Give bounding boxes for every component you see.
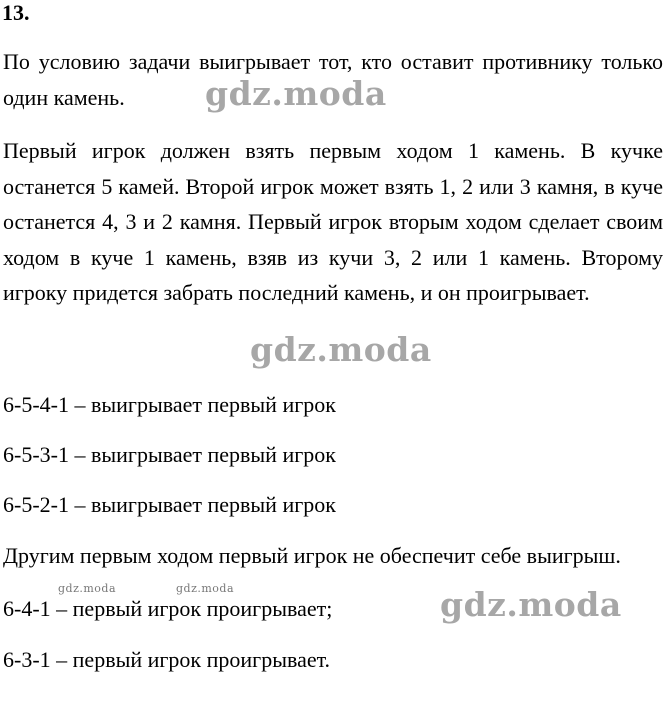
watermark-small: gdz.moda xyxy=(176,582,235,595)
line-variant-2: 6-5-3-1 – выигрывает первый игрок xyxy=(3,442,336,467)
paragraph-condition: По условию задачи выигрывает тот, кто оставит противнику только один камень. xyxy=(3,49,663,110)
line-loss-2: 6-3-1 – первый игрок проигрывает. xyxy=(3,647,331,672)
line-loss-1: 6-4-1 – первый игрок проигрывает; xyxy=(3,596,333,621)
line-variant-3: 6-5-2-1 – выигрывает первый игрок xyxy=(3,492,336,517)
paragraph-solution: Первый игрок должен взять первым ходом 1 камень. В кучке останется 5 камей. Второй игрок может взять 1, 2 или 3 камня, в куче останется 4, 3 и 2 камня. Первый игрок вторым ходом сделает своим ходом в куче 1 камень, взяв из кучи 3, 2 или 1 камень. Второму игроку придется забрать последний камень, и он проигрывает. xyxy=(3,138,663,305)
problem-number: 13. xyxy=(2,0,30,25)
watermark-small: gdz.moda xyxy=(58,582,117,595)
watermark-logo: gdz.moda xyxy=(205,74,387,113)
line-other-move: Другим первым ходом первый игрок не обеспечит себе выигрыш. xyxy=(3,543,621,568)
watermark-logo: gdz.moda xyxy=(440,585,622,624)
watermark-logo: gdz.moda xyxy=(250,330,432,369)
line-variant-1: 6-5-4-1 – выигрывает первый игрок xyxy=(3,392,336,417)
